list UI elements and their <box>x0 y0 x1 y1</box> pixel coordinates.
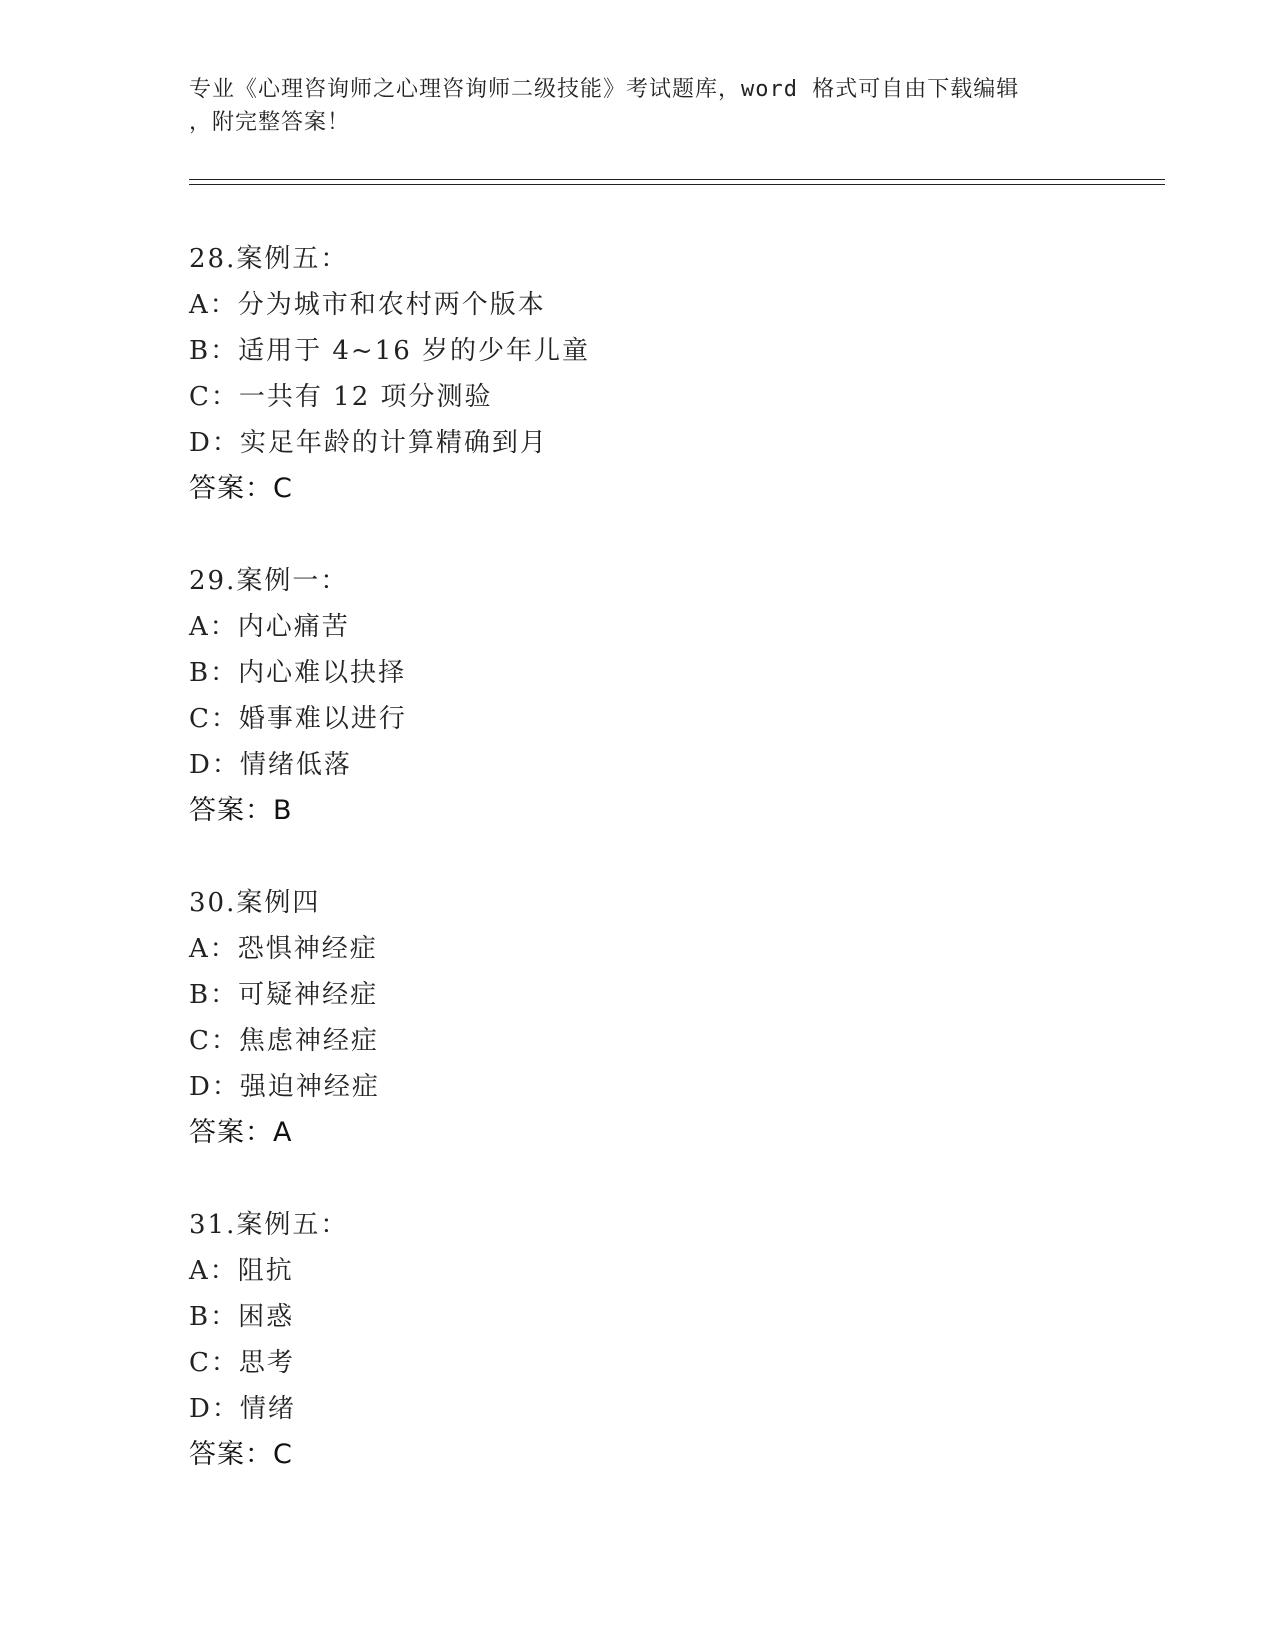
answer-line: 答案：A <box>189 1117 293 1148</box>
document-header <box>189 73 1089 139</box>
question-31 <box>189 1202 348 1478</box>
answer-line: 答案：C <box>189 1439 293 1470</box>
option-a: A：阻抗 <box>189 1256 294 1286</box>
question-title: 31.案例五： <box>189 1210 349 1240</box>
option-c: C：思考 <box>189 1348 295 1378</box>
option-a: A：分为城市和农村两个版本 <box>189 290 546 320</box>
header-divider-bottom <box>189 184 1165 185</box>
question-28 <box>189 236 590 512</box>
option-b: B：适用于 4~16 岁的少年儿童 <box>189 336 591 366</box>
option-c: C：婚事难以进行 <box>189 704 407 734</box>
option-d: D：情绪低落 <box>189 750 352 780</box>
option-c: C：一共有 12 项分测验 <box>189 382 493 412</box>
option-b: B：可疑神经症 <box>189 980 379 1010</box>
option-c: C：焦虑神经症 <box>189 1026 379 1056</box>
question-title: 29.案例一： <box>189 566 349 596</box>
option-a: A：内心痛苦 <box>189 612 350 642</box>
option-b: B：困惑 <box>189 1302 295 1332</box>
option-d: D：情绪 <box>189 1394 296 1424</box>
option-d: D：强迫神经症 <box>189 1072 380 1102</box>
option-b: B：内心难以抉择 <box>189 658 407 688</box>
header-divider-top <box>189 179 1165 180</box>
option-d: D：实足年龄的计算精确到月 <box>189 428 548 458</box>
option-a: A：恐惧神经症 <box>189 934 378 964</box>
question-title: 30.案例四 <box>189 888 321 918</box>
answer-line: 答案：C <box>189 473 293 504</box>
question-29 <box>189 558 407 834</box>
header-line-1: 专业《心理咨询师之心理咨询师二级技能》考试题库，word 格式可自由下载编辑 <box>189 77 1020 102</box>
question-title: 28.案例五： <box>189 244 349 274</box>
answer-line: 答案：B <box>189 795 293 826</box>
header-line-2: ，附完整答案！ <box>189 110 351 135</box>
question-30 <box>189 880 380 1156</box>
